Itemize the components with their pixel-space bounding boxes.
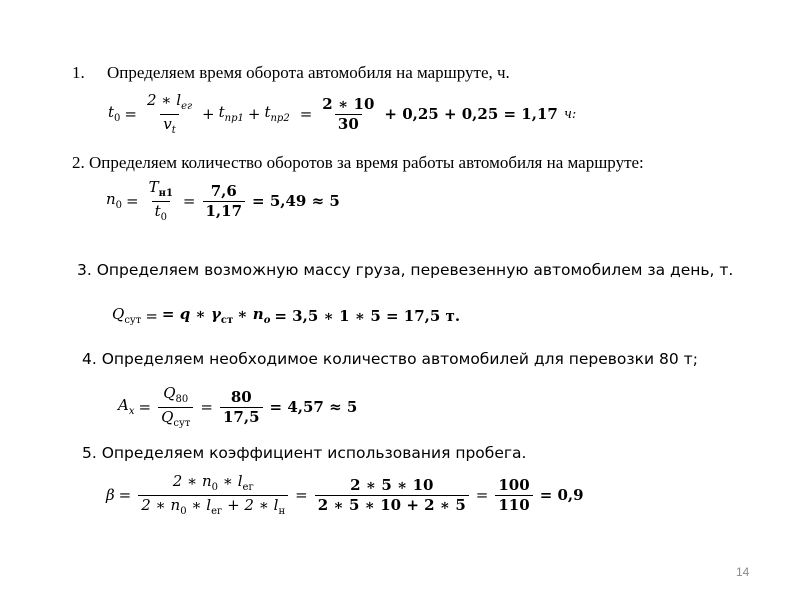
formula-4-fraction-a: $\frac{Q_{80}}{Q_{сут}}$ — [158, 386, 193, 429]
formula-4: $A_x$ = $\frac{Q_{80}}{Q_{сут}}$ = $\frac{80}{17,5}$ = 4,57 ≈ 5 — [118, 384, 358, 429]
item-4: 4. Определяем необходимое количество автомобилей для перевозки 80 т; — [82, 350, 698, 368]
item-1 — [72, 63, 510, 83]
formula-5-fraction-a: $\frac{2 ∗ n_0 ∗ l_{ег}}{2 ∗ n_0 ∗ l_{ег} + 2 ∗ l_н}$ — [138, 474, 288, 517]
formula-3: $Q_{сут}$ = = q ∗ $\gamma_{ст}$ ∗ $n_o$ = 3,5 ∗ 1 ∗ 5 = 17,5 т. — [112, 305, 461, 326]
item-5: 5. Определяем коэффициент использования пробега. — [82, 444, 527, 462]
item-3: 3. Определяем возможную массу груза, перевезенную автомобилем за день, т. — [77, 261, 734, 279]
formula-2-fraction-b: $\frac{7,6}{1,17}$ — [203, 184, 246, 219]
formula-5-fraction-c: $\frac{100}{110}$ — [495, 478, 532, 513]
formula-1-fraction-b: $\frac{2 ∗ 10}{30}$ — [322, 95, 375, 133]
formula-5: β = $\frac{2 ∗ n_0 ∗ l_{ег}}{2 ∗ n_0 ∗ l_{ег} + 2 ∗ l_н}$ = $\frac{2 ∗ 5 ∗ 10}{2 ∗ 5 ∗ 10 + 2 ∗ 5}$ = $\frac{100}{110}$ = 0,9 — [106, 472, 584, 517]
item-2: 2. Определяем количество оборотов за время работы автомобиля на маршруте: — [72, 153, 644, 172]
formula-4-fraction-b: $\frac{80}{17,5}$ — [220, 390, 263, 425]
formula-2-fraction-a: $\frac{T_{н1}}{t_0}$ — [148, 178, 173, 223]
page-number: 14 — [736, 565, 750, 579]
formula-1-fraction-a: $\frac{2 ∗ l_{ег}}{v_t}$ — [146, 91, 193, 136]
formula-5-fraction-b: $\frac{2 ∗ 5 ∗ 10}{2 ∗ 5 ∗ 10 + 2 ∗ 5}$ — [315, 478, 469, 513]
item-1-text: Определяем время оборота автомобиля на маршруте, ч. — [107, 63, 510, 82]
item-1-marker: 1. — [72, 63, 85, 82]
formula-1: $t_0$ = $\frac{2 ∗ l_{ег}}{v_t}$ + $t_{пр1}$ + $t_{пр2}$ = $\frac{2 ∗ 10}{30}$ + 0,25 + 0,25 = 1,17 ч: — [108, 91, 577, 136]
formula-2: $n_0$ = $\frac{T_{н1}}{t_0}$ = $\frac{7,6}{1,17}$ = 5,49 ≈ 5 — [106, 178, 340, 223]
